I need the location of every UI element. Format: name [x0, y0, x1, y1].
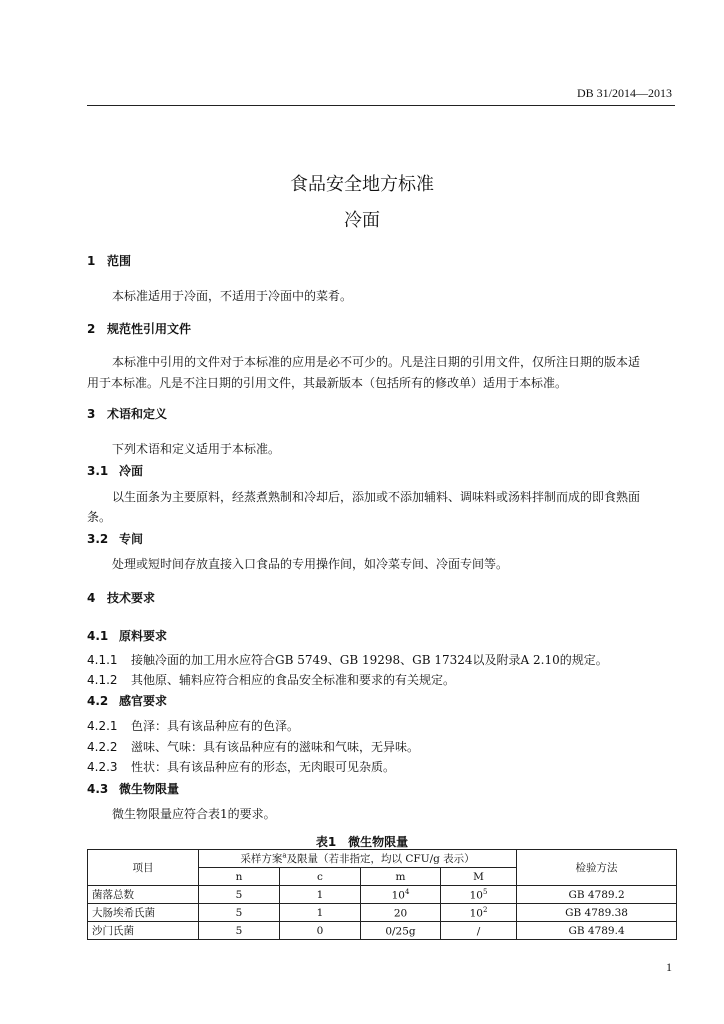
clause-number: 4.2.1 [87, 719, 118, 733]
subsection-heading-sensory [87, 692, 167, 709]
cell-M [441, 886, 517, 904]
document-subtitle: 冷面 [344, 210, 380, 231]
clause-4-2-1 [87, 717, 299, 734]
cell-item: 大肠埃希氏菌 [88, 904, 199, 922]
cold-noodle-definition-line2: 条。 [87, 510, 112, 524]
cell-n: 5 [199, 904, 280, 922]
header-item: 项目 [88, 850, 199, 886]
section-heading-technical [87, 589, 155, 606]
cell-method: GB 4789.38 [517, 904, 677, 922]
clause-number: 4.1.1 [87, 653, 118, 667]
header-plan-label: 采样方案 [240, 853, 283, 865]
cell-n: 5 [199, 922, 280, 940]
terms-paragraph: 下列术语和定义适用于本标准。 [112, 442, 281, 456]
header-n: n [199, 868, 280, 886]
table-row [88, 904, 677, 922]
cell-m-base: 0/25g [385, 925, 416, 938]
cell-m-base: 20 [393, 907, 408, 920]
header-m: m [361, 868, 441, 886]
cell-item: 菌落总数 [88, 886, 199, 904]
cell-M-base: 10 [469, 889, 483, 902]
document-title: 食品安全地方标准 [290, 174, 434, 195]
table-caption: 表1 微生物限量 [315, 835, 409, 849]
header-divider [87, 105, 675, 106]
header-sampling-plan [199, 850, 517, 868]
clause-text: 其他原、辅料应符合相应的食品安全标准和要求的有关规定。 [131, 673, 456, 687]
cell-c: 0 [280, 922, 361, 940]
subsection-title: 感官要求 [119, 694, 168, 708]
references-paragraph-line2: 用于本标准。凡是不注日期的引用文件，其最新版本（包括所有的修改单）适用于本标准。 [87, 376, 568, 390]
references-paragraph-line1: 本标准中引用的文件对于本标准的应用是必不可少的。凡是注日期的引用文件，仅所注日期的版本适 [112, 355, 641, 369]
subsection-number: 3.1 [87, 464, 109, 478]
clause-4-2-2 [87, 738, 419, 755]
header-method: 检验方法 [517, 850, 677, 886]
cell-m-base: 10 [391, 889, 405, 902]
section-heading-terms [87, 405, 167, 422]
cold-noodle-definition-line1: 以生面条为主要原料，经蒸煮熟制和冷却后，添加或不添加辅料、调味料或汤料拌制而成的即食熟面 [112, 490, 641, 504]
subsection-heading-special-room [87, 530, 143, 547]
microbial-limits-table [87, 849, 677, 940]
section-number: 4 [87, 591, 96, 605]
clause-number: 4.2.2 [87, 740, 118, 754]
subsection-number: 4.2 [87, 694, 109, 708]
scope-paragraph: 本标准适用于冷面，不适用于冷面中的菜肴。 [112, 289, 353, 303]
clause-4-1-2 [87, 671, 455, 688]
section-number: 2 [87, 322, 96, 336]
header-c: c [280, 868, 361, 886]
header-plan-desc: 及限量（若非指定，均以 CFU/g 表示） [286, 853, 475, 865]
subsection-number: 4.3 [87, 782, 109, 796]
subsection-heading-cold-noodle [87, 462, 143, 479]
cell-M-exp: 2 [482, 905, 488, 914]
clause-text: 性状：具有该品种应有的形态，无肉眼可见杂质。 [131, 760, 396, 774]
section-heading-references [87, 320, 191, 337]
section-title: 技术要求 [107, 591, 156, 605]
table-header-row [88, 850, 677, 868]
cell-item: 沙门氏菌 [88, 922, 199, 940]
cell-M-base: 10 [469, 907, 483, 920]
cell-method: GB 4789.4 [517, 922, 677, 940]
cell-M-base: / [476, 925, 481, 938]
page-number: 1 [666, 960, 672, 974]
subsection-title: 冷面 [119, 464, 144, 478]
subsection-title: 微生物限量 [119, 782, 180, 796]
footnote-marker: a [282, 851, 287, 860]
section-number: 1 [87, 254, 96, 268]
clause-text: 滋味、气味：具有该品种应有的滋味和气味，无异味。 [131, 740, 420, 754]
cell-method: GB 4789.2 [517, 886, 677, 904]
cell-m [361, 904, 441, 922]
document-code: DB 31/2014—2013 [576, 86, 672, 100]
special-room-definition: 处理或短时间存放直接入口食品的专用操作间，如冷菜专间、冷面专间等。 [112, 557, 509, 571]
clause-text: 接触冷面的加工用水应符合GB 5749、GB 19298、GB 17324以及附录A 2.10的规定。 [131, 653, 608, 667]
clause-4-2-3 [87, 758, 395, 775]
microbial-paragraph: 微生物限量应符合表1的要求。 [112, 807, 276, 821]
cell-c: 1 [280, 886, 361, 904]
cell-M [441, 904, 517, 922]
cell-m-exp: 4 [404, 887, 410, 896]
cell-M-exp: 5 [482, 887, 488, 896]
cell-c: 1 [280, 904, 361, 922]
section-title: 范围 [107, 254, 132, 268]
section-title: 规范性引用文件 [107, 322, 192, 336]
clause-number: 4.1.2 [87, 673, 118, 687]
subsection-number: 4.1 [87, 629, 109, 643]
section-heading-scope [87, 252, 131, 269]
clause-number: 4.2.3 [87, 760, 118, 774]
cell-m [361, 922, 441, 940]
subsection-heading-raw-materials [87, 627, 167, 644]
subsection-title: 原料要求 [119, 629, 168, 643]
table-row [88, 886, 677, 904]
subsection-title: 专间 [119, 532, 144, 546]
subsection-heading-microbial [87, 780, 179, 797]
section-number: 3 [87, 407, 96, 421]
section-title: 术语和定义 [107, 407, 168, 421]
subsection-number: 3.2 [87, 532, 109, 546]
header-M: M [441, 868, 517, 886]
cell-M [441, 922, 517, 940]
clause-4-1-1 [87, 651, 608, 668]
cell-n: 5 [199, 886, 280, 904]
cell-m [361, 886, 441, 904]
clause-text: 色泽：具有该品种应有的色泽。 [131, 719, 300, 733]
table-row [88, 922, 677, 940]
